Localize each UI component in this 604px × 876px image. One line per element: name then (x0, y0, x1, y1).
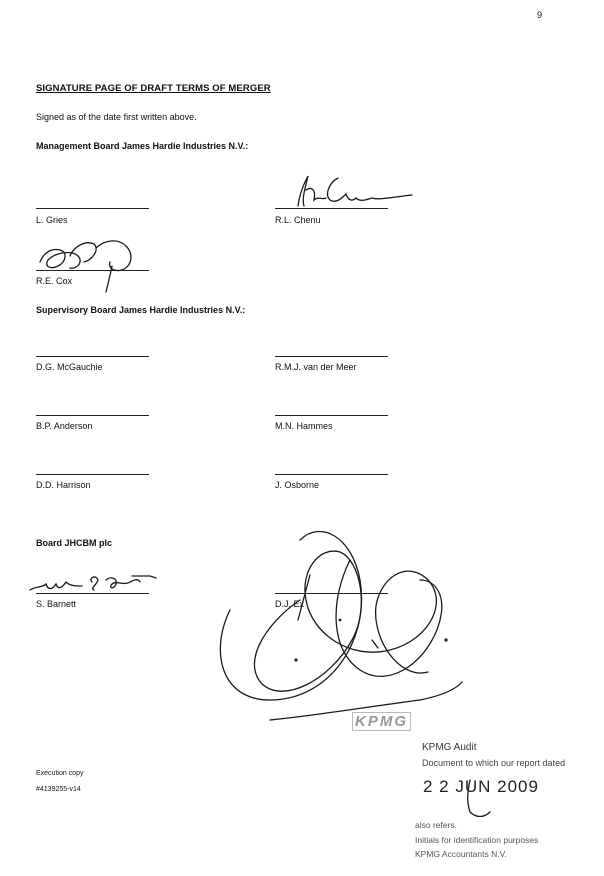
page-title: SIGNATURE PAGE OF DRAFT TERMS OF MERGER (36, 83, 271, 94)
kpmg-initials-note: Initials for identification purposes (415, 835, 539, 845)
signature-ex-dot (444, 638, 447, 641)
signature-barnett (30, 576, 156, 590)
signatory-cox: R.E. Cox (36, 276, 73, 286)
signatory-barnett: S. Barnett (36, 599, 77, 609)
kpmg-also-refers: also refers. (415, 820, 458, 830)
signature-ex-loop-2 (220, 531, 361, 700)
signature-ex-dot (294, 658, 297, 661)
kpmg-accountants-note: KPMG Accountants N.V. (415, 849, 507, 859)
kpmg-document-note: Document to which our report dated (422, 758, 566, 768)
page-number: 9 (537, 10, 543, 20)
execution-copy-label: Execution copy (36, 770, 84, 777)
signatory-anderson: B.P. Anderson (36, 421, 93, 431)
intro-text: Signed as of the date first written above. (36, 112, 197, 122)
signatory-mcgauchie: D.G. McGauchie (36, 362, 103, 372)
kpmg-initials (468, 780, 490, 817)
supervisory-board-heading: Supervisory Board James Hardie Industries N.V.: (36, 305, 246, 315)
signatory-hammes: M.N. Hammes (275, 421, 333, 431)
signature-ex (254, 551, 436, 691)
kpmg-audit-label: KPMG Audit (422, 742, 477, 753)
signatory-van-der-meer: R.M.J. van der Meer (275, 362, 357, 372)
signature-cox (40, 241, 131, 292)
management-board-heading: Management Board James Hardie Industries N.V.: (36, 141, 249, 151)
signature-chenu (298, 176, 412, 206)
kpmg-date-stamp: 2 2 JUN 2009 (423, 777, 539, 796)
signature-ex-dash (372, 640, 378, 648)
signature-ex-dot (339, 619, 342, 622)
document-reference: #4139255-v14 (36, 786, 81, 793)
signatory-chenu: R.L. Chenu (275, 215, 321, 225)
kpmg-logo-stamp: KPMG (352, 712, 411, 731)
signatory-harrison: D.D. Harrison (36, 480, 91, 490)
signatory-ex: D.J. Ex (275, 599, 305, 609)
signature-ex-stroke (298, 575, 310, 620)
jhcbm-board-heading: Board JHCBM plc (36, 538, 113, 548)
signatory-gries: L. Gries (36, 215, 68, 225)
signatory-osborne: J. Osborne (275, 480, 320, 490)
